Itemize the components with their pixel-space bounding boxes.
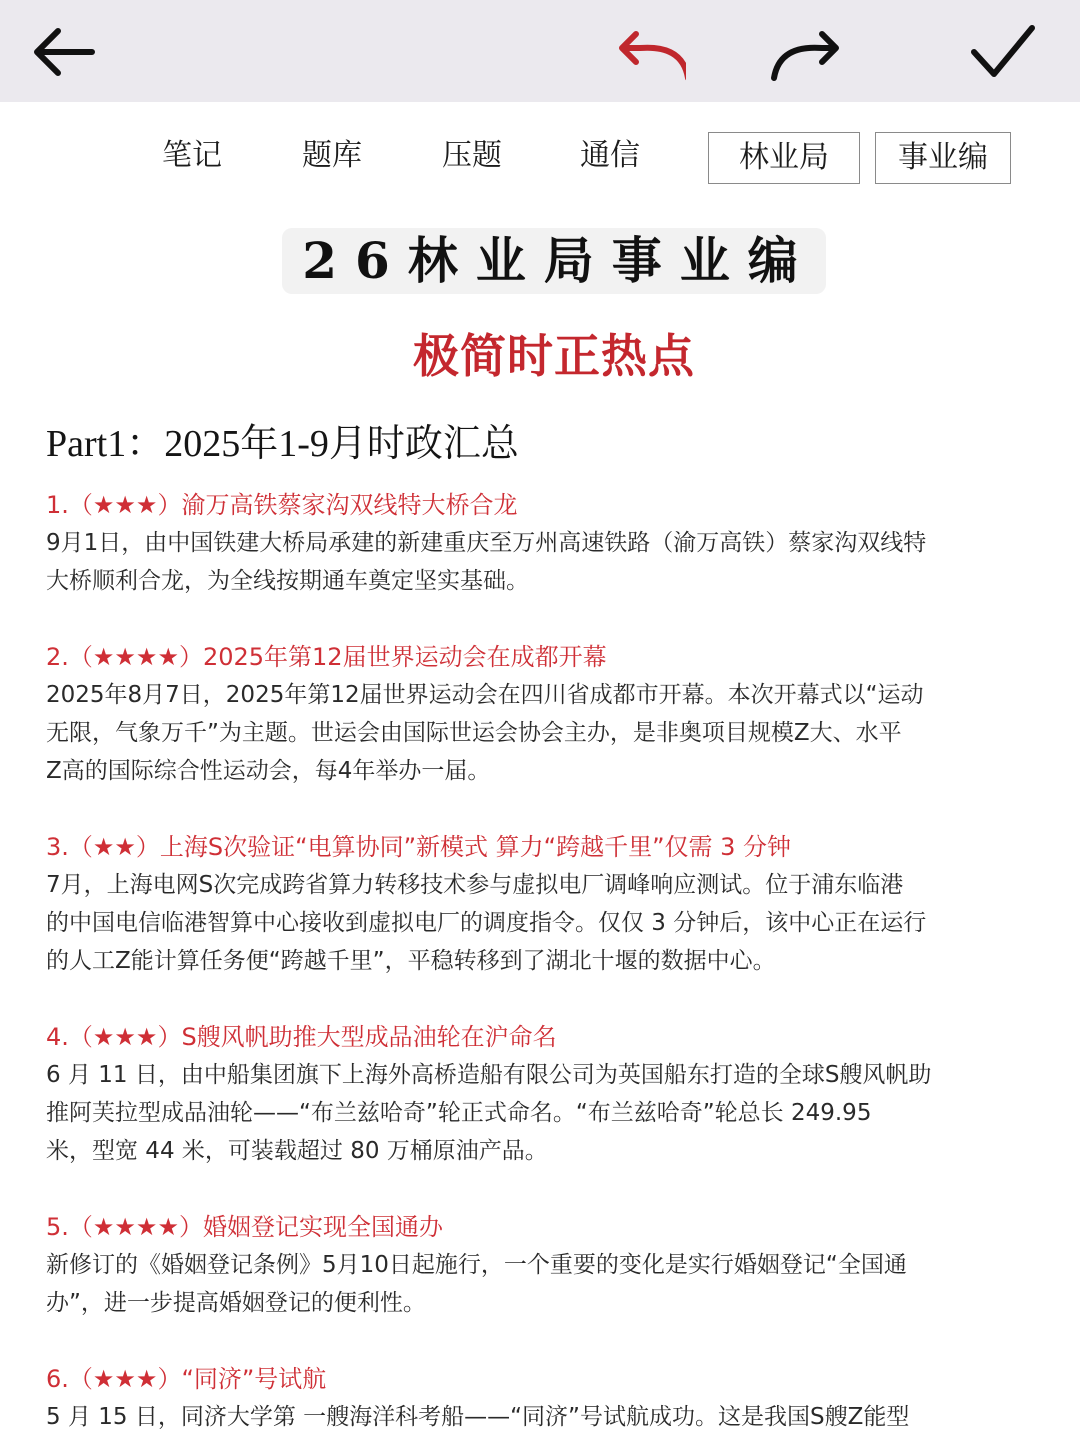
- document-title: 26林业局事业编: [302, 231, 816, 290]
- news-item-text: 办”，进一步提高婚姻登记的便利性。: [46, 1290, 426, 1316]
- news-item-heading: 4.（★★★）S艘风帆助推大型成品油轮在沪命名: [46, 1023, 557, 1051]
- news-item-text: 的中国电信临港智算中心接收到虚拟电厂的调度指令。仅仅 3 分钟后，该中心正在运行: [46, 910, 927, 936]
- tab-predicted-questions[interactable]: 压题: [442, 138, 502, 173]
- news-item-text: 大桥顺利合龙，为全线按期通车奠定坚实基础。: [46, 568, 529, 594]
- back-arrow-icon[interactable]: [28, 18, 100, 90]
- news-item: [46, 1360, 1046, 1436]
- tab-public-institution[interactable]: 事业编: [875, 132, 1011, 184]
- news-item-text: 新修订的《婚姻登记条例》5月10日起施行，一个重要的变化是实行婚姻登记“全国通: [46, 1252, 907, 1278]
- news-item-heading: 1.（★★★）渝万高铁蔡家沟双线特大桥合龙: [46, 491, 518, 519]
- news-item-text: Z高的国际综合性运动会，每4年举办一届。: [46, 758, 491, 784]
- news-item: [46, 1018, 1046, 1170]
- news-item-heading: 5.（★★★★）婚姻登记实现全国通办: [46, 1213, 443, 1241]
- news-item-text: 米，型宽 44 米，可装载超过 80 万桶原油产品。: [46, 1138, 548, 1164]
- redo-icon[interactable]: [770, 18, 842, 90]
- news-item: [46, 638, 1046, 790]
- checkmark-icon[interactable]: [966, 18, 1038, 90]
- document-subtitle: 极简时正热点: [413, 329, 695, 383]
- news-item: [46, 1208, 1046, 1322]
- news-item-text: 5 月 15 日，同济大学第 一艘海洋科考船——“同济”号试航成功。这是我国S艘Z能型: [46, 1404, 910, 1430]
- news-item-text: 推阿芙拉型成品油轮——“布兰兹哈奇”轮正式命名。“布兰兹哈奇”轮总长 249.95: [46, 1100, 872, 1126]
- news-item-text: 的人工Z能计算任务便“跨越千里”，平稳转移到了湖北十堰的数据中心。: [46, 948, 776, 974]
- tab-telecom[interactable]: 通信: [580, 138, 640, 173]
- news-item-heading: 2.（★★★★）2025年第12届世界运动会在成都开幕: [46, 643, 607, 671]
- document-title-box: [282, 228, 826, 294]
- news-item: [46, 828, 1046, 980]
- tab-notes[interactable]: 笔记: [162, 138, 222, 173]
- tab-question-bank[interactable]: 题库: [302, 138, 362, 173]
- news-item-text: 无限，气象万千”为主题。世运会由国际世运会协会主办，是非奥项目规模Z大、水平: [46, 720, 902, 746]
- news-item: [46, 486, 1046, 600]
- news-item-text: 6 月 11 日，由中船集团旗下上海外高桥造船有限公司为英国船东打造的全球S艘风帆助: [46, 1062, 932, 1088]
- part-heading: Part1：2025年1-9月时政汇总: [46, 423, 519, 465]
- top-toolbar: [0, 0, 1080, 102]
- news-item-heading: 6.（★★★）“同济”号试航: [46, 1365, 327, 1393]
- news-item-heading: 3.（★★）上海S次验证“电算协同”新模式 算力“跨越千里”仅需 3 分钟: [46, 833, 792, 861]
- news-item-text: 2025年8月7日，2025年第12届世界运动会在四川省成都市开幕。本次开幕式以“运动: [46, 682, 924, 708]
- tab-forestry-bureau[interactable]: 林业局: [708, 132, 860, 184]
- news-item-text: 9月1日，由中国铁建大桥局承建的新建重庆至万州高速铁路（渝万高铁）蔡家沟双线特: [46, 530, 927, 556]
- news-item-text: 7月，上海电网S次完成跨省算力转移技术参与虚拟电厂调峰响应测试。位于浦东临港: [46, 872, 904, 898]
- undo-icon[interactable]: [614, 18, 686, 90]
- tab-bar: [0, 130, 1080, 186]
